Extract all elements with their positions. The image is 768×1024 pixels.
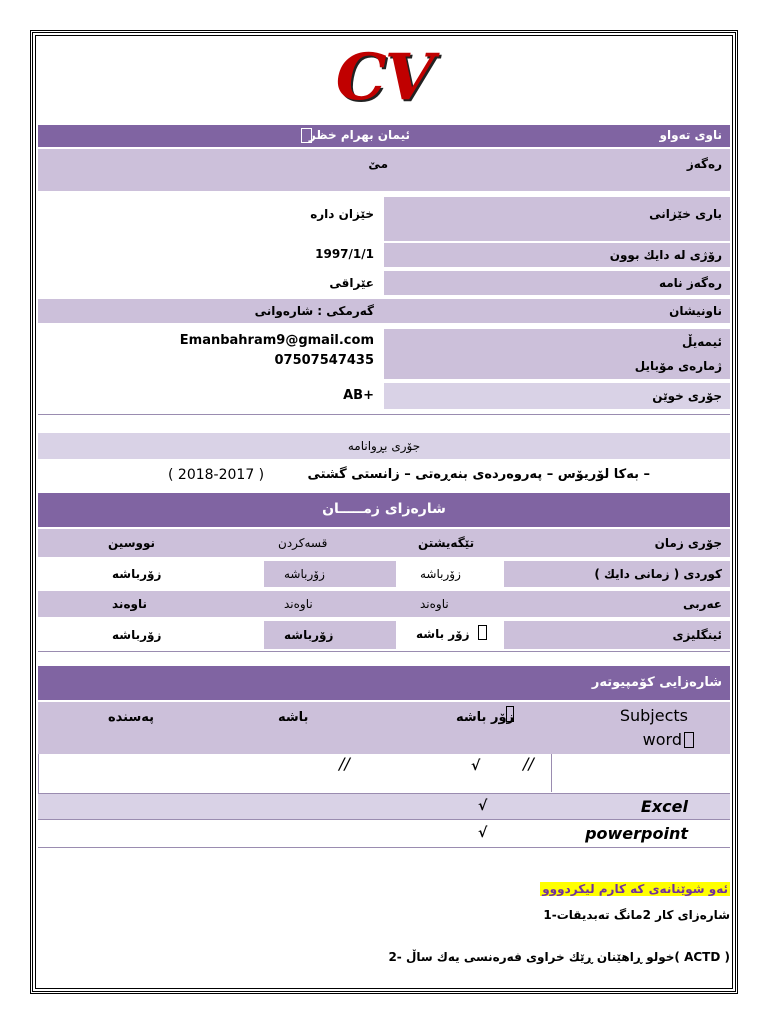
slash-marks: // bbox=[339, 754, 350, 773]
languages-header-row bbox=[38, 529, 730, 557]
placeholder-box-icon bbox=[301, 128, 312, 143]
personal-label: ناوی تەواو bbox=[659, 128, 722, 142]
language-writing: زۆرباشە bbox=[112, 628, 162, 642]
personal-label: ژمارەی مۆبایل bbox=[634, 359, 722, 373]
languages-title-row bbox=[38, 493, 730, 527]
certificate-years: ( 2018-2017 ) bbox=[168, 467, 265, 483]
header-language: جۆری زمان bbox=[654, 536, 722, 550]
personal-label: رەگەز نامە bbox=[658, 276, 722, 290]
mobile-value: 07507547435 bbox=[274, 353, 374, 368]
language-understanding: زۆر باشە bbox=[416, 627, 470, 641]
language-row bbox=[38, 591, 730, 617]
slash-marks: // bbox=[523, 754, 534, 773]
language-understanding: زۆرباشە bbox=[420, 567, 461, 581]
languages-title: شارەزای زمـــــان bbox=[322, 501, 446, 517]
personal-label: باری خێزانی bbox=[649, 207, 722, 221]
certificate-heading-row bbox=[38, 433, 730, 459]
header-very-good: زۆر باشە bbox=[456, 710, 515, 725]
personal-value: AB+ bbox=[343, 388, 374, 403]
header-good: باشە bbox=[278, 710, 309, 725]
language-speaking: زۆرباشە bbox=[284, 628, 334, 642]
placeholder-box-icon bbox=[478, 625, 487, 640]
subject-name: word bbox=[642, 730, 682, 749]
header-subjects: Subjects bbox=[619, 706, 688, 725]
experience-item: 2- خولو ڕاهێنان ڕێك خراوی فەرەنسی یەك ساڵ( ACTD ) bbox=[388, 950, 730, 964]
computer-header-row bbox=[38, 702, 730, 754]
email-value: Emanbahram9@gmail.com bbox=[179, 333, 374, 348]
computer-row-excel bbox=[38, 794, 730, 820]
computer-title-row bbox=[38, 666, 730, 700]
language-name: عەربی bbox=[682, 597, 722, 611]
cv-logo: CV bbox=[335, 40, 433, 115]
certificate-row bbox=[38, 461, 730, 491]
personal-row-marital bbox=[38, 197, 730, 241]
language-name: کوردی ( زمانی دایك ) bbox=[594, 567, 722, 581]
language-writing: ناوەند bbox=[112, 597, 147, 611]
certificate-value: بەکا لۆریۆس – پەروەردەی بنەڕەتی – زانستی گشتی – bbox=[307, 467, 650, 482]
personal-row-gender bbox=[38, 149, 730, 191]
language-row bbox=[38, 621, 730, 649]
experience-item: 1-شارەزای کار 2مانگ تەبدیقات bbox=[543, 908, 730, 922]
header-speaking: قسەکردن bbox=[278, 536, 328, 550]
personal-value: ئیمان بهرام خظر bbox=[308, 128, 410, 142]
personal-label: ئیمەیڵ bbox=[682, 335, 722, 349]
personal-value: عێراقی bbox=[329, 276, 374, 290]
personal-row-address bbox=[38, 299, 730, 323]
personal-value: گەرمکی : شارەوانی bbox=[254, 304, 374, 318]
placeholder-box-icon bbox=[684, 732, 694, 748]
personal-label: جۆری خوێن bbox=[652, 389, 722, 403]
language-understanding: ناوەند bbox=[420, 597, 449, 611]
language-writing: زۆرباشە bbox=[112, 567, 162, 581]
personal-label: رەگەز bbox=[686, 157, 722, 171]
personal-value: 1997/1/1 bbox=[315, 247, 374, 261]
personal-row-nationality bbox=[38, 271, 730, 295]
computer-title: شارەزایی کۆمپیوتەر bbox=[591, 675, 722, 690]
check-mark: √ bbox=[478, 825, 488, 841]
experience-heading-text: ئەو شوێنانەی کە کارم لیکردووو bbox=[542, 882, 728, 896]
subject-name: powerpoint bbox=[585, 824, 688, 843]
personal-value: خێزان دارە bbox=[310, 207, 374, 221]
personal-label: رۆژی لە دایك بوون bbox=[609, 248, 722, 262]
personal-value: مێ bbox=[368, 157, 388, 171]
language-row bbox=[38, 561, 730, 587]
personal-row-name bbox=[38, 125, 730, 147]
language-speaking: زۆرباشە bbox=[284, 567, 325, 581]
personal-row-contact bbox=[38, 329, 730, 379]
computer-row-word bbox=[38, 754, 730, 794]
language-speaking: ناوەند bbox=[284, 597, 313, 611]
check-mark: √ bbox=[478, 798, 488, 814]
language-name: ئینگلیزی bbox=[672, 628, 722, 642]
experience-heading bbox=[540, 882, 730, 896]
placeholder-box-icon bbox=[506, 706, 514, 722]
subject-name: Excel bbox=[640, 797, 688, 816]
computer-row-powerpoint bbox=[38, 820, 730, 848]
header-writing: نووسین bbox=[108, 536, 155, 550]
personal-row-birth bbox=[38, 243, 730, 267]
header-understanding: تێگەیشتن bbox=[418, 536, 475, 550]
check-mark: √ bbox=[471, 758, 481, 774]
personal-row-blood bbox=[38, 383, 730, 409]
header-acceptable: پەسندە bbox=[108, 710, 155, 725]
personal-label: ناونیشان bbox=[669, 304, 722, 318]
certificate-heading: جۆری بڕوانامە bbox=[347, 439, 421, 453]
